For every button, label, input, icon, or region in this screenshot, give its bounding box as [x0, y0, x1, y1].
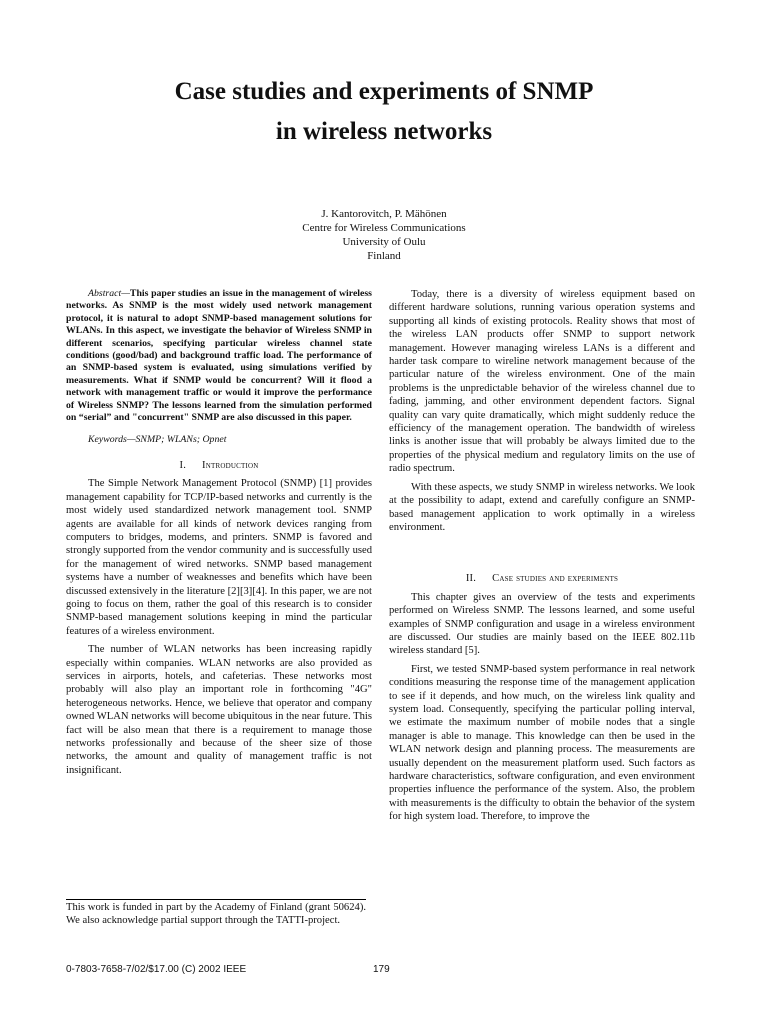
section-number: II. [465, 573, 477, 585]
section-title: Case studies and experiments [492, 573, 619, 585]
paper-title-line-2: in wireless networks [275, 118, 493, 145]
section-title: Introduction [202, 459, 259, 471]
intro-paragraph: The number of WLAN networks has been increasing rapidly especially within companies. WLAN networks are also provided as services in airports, hotels, and cafeterias. These networks most probably will also play an important role in forthcoming "4G" heterogeneous networks. Hence, we believe that operator and company owned WLAN networks will become ubiquitous in the near future. This fact will be also mean that there is a requirement to manage those networks professionally and because of the sheer size of those networks, the amount and quality of management traffic is not insignificant. [66, 644, 372, 776]
funding-footnote: This work is funded in part by the Academy of Finland (grant 50624). We also acknowledge partial support through the TATTI-project. [66, 902, 366, 927]
author-names: J. Kantorovitch, P. Mähönen [321, 208, 447, 220]
author-affiliation: Centre for Wireless Communications [302, 222, 466, 234]
intro-paragraph: The Simple Network Management Protocol (SNMP) [1] provides management capability for TCP/IP-based networks and currently is the most widely used standardized network management tool. SNMP agents are available for all kinds of network devices ranging from computers to bridges, modems, and printers. SNMP is favored and strongly supported from the vendor community and is successfully used for the management of wired networks. SNMP based management systems have a number of weaknesses and benefits which have been discussed extensively in the literature [2][3][4]. In this paper, we are not going to focus on them, rather the goal of this research is to consider SNMP-based management solutions keeping in mind the particular features of a wireless environment. [66, 478, 372, 637]
copyright-code: 0-7803-7658-7/02/$17.00 (C) 2002 IEEE [66, 964, 247, 975]
intro-paragraph: Today, there is a diversity of wireless equipment based on different hardware solutions, running various operation systems and supporting all kinds of existing protocols. Reality shows that most of the wireless LAN products offer SNMP to support network management. However managing wireless LANs is a different and harder task compare to wireline network management because of the particular nature of the wireless environment. One of the main problems is the unpredictable behavior of the wireless channel due to fading, jamming, and other environment dependent factors. Signal quality can vary quite dramatically, which might suddenly reduce the efficiency of the management operation. The bandwidth of wireless links is another issue that will probably be always limited due to the properties of the physical medium and regulatory limits on the use of radio spectrum. [389, 289, 695, 475]
abstract-lead: Abstract— [88, 288, 130, 299]
intro-paragraph: With these aspects, we study SNMP in wireless networks. We look at the possibility to adapt, extend and carefully configure an SNMP-based management application to work optimally in a wireless environment. [389, 481, 695, 533]
author-university: University of Oulu [342, 236, 426, 248]
section-heading-case-studies [389, 572, 695, 585]
footnote-divider [66, 899, 366, 900]
left-column [66, 288, 372, 777]
section-heading-introduction [66, 459, 372, 472]
abstract-text: This paper studies an issue in the management of wireless networks. As SNMP is the most widely used network management protocol, it is natural to adopt SNMP-based management solutions for WLANs. In this aspect, we investigate the behavior of Wireless SNMP in different scenarios, specifying particular wireless channel state conditions (good/bad) and background traffic load. The performance of an SNMP-based system is evaluated, using simulations verified by measurements. What if SNMP would be concurrent? Will it flood a network with management traffic or would it improve the performance of Wireless SNMP? The lessons learned from the simulation performed on “serial” and "concurrent" SNMP are also discussed in this paper. [66, 288, 372, 424]
author-block [0, 207, 768, 263]
paper-title-line-1: Case studies and experiments of SNMP [174, 78, 594, 105]
abstract [66, 288, 372, 424]
keywords: Keywords—SNMP; WLANs; Opnet [88, 434, 227, 446]
right-column [389, 288, 695, 824]
case-studies-paragraph: First, we tested SNMP-based system performance in real network conditions measuring the response time of the management application to see if it depends, and how much, on the wireless link quality and system load. Consequently, specifying the particular polling interval, we estimate the maximum number of mobile nodes that a single manager is able to manage. This knowledge can then be used in the WLAN network design and planning process. The measurements are usually dependent on the measurement platform used. Such factors as hardware characteristics, software configuration, and even environment properties influence the performance of the system. Also, the problem with measurements is the difficulty to obtain the behavior of the system for high system load. Therefore, to improve the [389, 663, 695, 823]
section-number: I. [179, 459, 187, 471]
case-studies-paragraph: This chapter gives an overview of the tests and experiments performed on Wireless SNMP. The lessons learned, and some useful examples of SNMP configuration and usage in a wireless environment are discussed. Our studies are mainly based on the IEEE 802.11b wireless standard [5]. [389, 591, 695, 657]
page-number: 179 [373, 964, 390, 975]
author-country: Finland [367, 250, 401, 262]
